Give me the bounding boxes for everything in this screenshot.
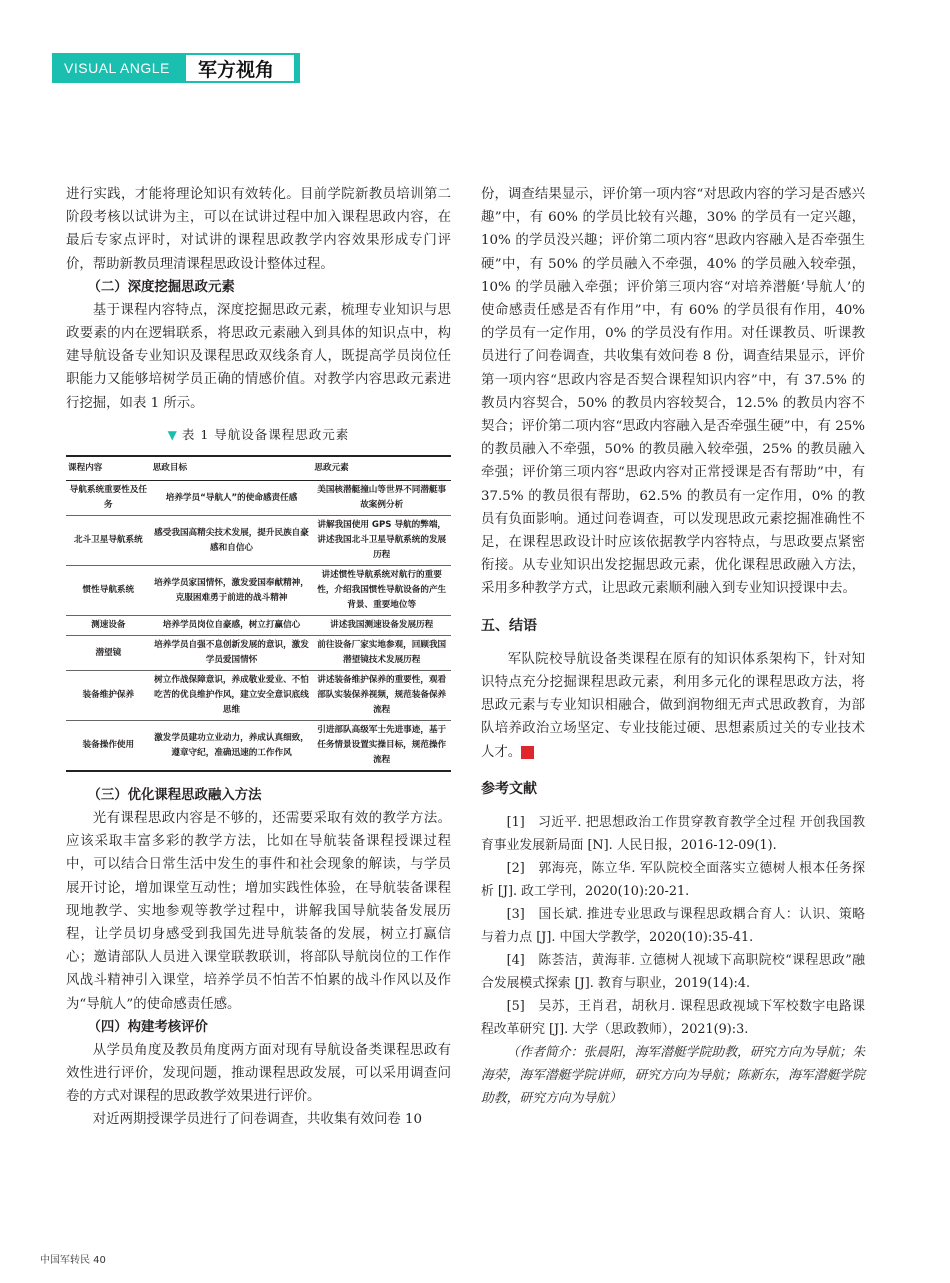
table-row: [66, 636, 451, 671]
reference-item: [1] 习近平. 把思想政治工作贯穿教育教学全过程 开创我国教育事业发展新局面 [N]. 人民日报，2016-12-09(1).: [481, 815, 865, 854]
end-mark-icon: Z: [521, 746, 534, 759]
paragraph: 从学员角度及教员角度两方面对现有导航设备类课程思政有效性进行评价，发现问题，推动课程思政发展，可以采用调查问卷的方式对课程的思政教学效果进行评价。: [66, 1042, 451, 1105]
table-row: [66, 721, 451, 772]
table-cell: 讲解我国使用 GPS 导航的弊端，讲述我国北斗卫星导航系统的发展历程: [312, 516, 451, 566]
triangle-icon: ▼: [167, 427, 178, 442]
table-cell: 引进部队高级军士先进事迹，基于任务情景设置实操目标，规范操作流程: [312, 721, 451, 772]
references-heading: 参考文献: [481, 780, 537, 797]
table-header: 思政目标: [151, 456, 313, 481]
table-caption: [66, 423, 451, 447]
table-row: [66, 616, 451, 636]
elements-table: [66, 455, 451, 772]
section-heading: 五、结语: [481, 617, 537, 634]
reference-item: [4] 陈荟洁，黄海菲. 立德树人视域下高职院校“课程思政”融合发展模式探索 [J]. 教育与职业，2019(14):4.: [481, 953, 865, 992]
header-accent-bar: [294, 53, 300, 83]
paragraph: 进行实践，才能将理论知识有效转化。目前学院新教员培训第二阶段考核以试讲为主，可以在试讲过程中加入课程思政内容，在最后专家点评时，对试讲的课程思政教学内容效果形成专门评价，帮助新教员理清课程思政设计整体过程。: [66, 187, 451, 272]
table-cell: 装备操作使用: [66, 721, 151, 772]
table-row: [66, 566, 451, 616]
table-cell: 美国核潜艇撞山等世界不同潜艇事故案例分析: [312, 481, 451, 516]
table-cell: 讲述惯性导航系统对航行的重要性，介绍我国惯性导航设备的产生背景、重要地位等: [312, 566, 451, 616]
table-cell: 测速设备: [66, 616, 151, 636]
paragraph: [481, 648, 865, 764]
table-cell: 前往设备厂家实地参观，回顾我国潜望镜技术发展历程: [312, 636, 451, 671]
table-caption-text: 表 1 导航设备课程思政元素: [181, 426, 350, 442]
section-title: 军方视角: [186, 53, 294, 83]
section-header: [52, 53, 300, 83]
right-column: [481, 183, 865, 1110]
table-cell: 潜望镜: [66, 636, 151, 671]
paragraph: 对近两期授课学员进行了问卷调查，共收集有效问卷 10: [92, 1112, 423, 1128]
table-cell: 培养学员家国情怀，激发爱国奉献精神，克服困难勇于前进的战斗精神: [151, 566, 313, 616]
table-cell: 讲述装备维护保养的重要性，观看部队实装保养视频，规范装备保养流程: [312, 671, 451, 721]
table-row: [66, 481, 451, 516]
table-cell: 激发学员建功立业动力，养成认真细致，遵章守纪，准确迅速的工作作风: [151, 721, 313, 772]
section-tag: VISUAL ANGLE: [52, 53, 186, 83]
subheading: （四）构建考核评价: [87, 1019, 208, 1035]
reference-item: [5] 吴苏，王肖君，胡秋月. 课程思政视域下军校数字电路课程改革研究 [J]. 大学（思政教师），2021(9):3.: [481, 999, 865, 1038]
table-cell: 培养学员“导航人”的使命感责任感: [151, 481, 313, 516]
table-row: [66, 671, 451, 721]
table-cell: 树立作战保障意识，养成敬业爱业、不怕吃苦的优良维护作风，建立安全意识底线思维: [151, 671, 313, 721]
reference-item: [2] 郭海亮，陈立华. 军队院校全面落实立德树人根本任务探析 [J]. 政工学刊，2020(10):20-21.: [481, 861, 865, 900]
table-cell: 培养学员自强不息创新发展的意识，激发学员爱国情怀: [151, 636, 313, 671]
table-header: 思政元素: [312, 456, 451, 481]
paragraph-text: 军队院校导航设备类课程在原有的知识体系架构下，针对知识特点充分挖掘课程思政元素，利用多元化的课程思政方法，将思政元素与专业知识相融合，做到润物细无声式思政教育，为部队培养政治立场坚定、专业技能过硬、思想素质过关的专业技术人才。: [481, 651, 865, 760]
table-cell: 惯性导航系统: [66, 566, 151, 616]
table-cell: 讲述我国测速设备发展历程: [312, 616, 451, 636]
table-cell: 装备维护保养: [66, 671, 151, 721]
table-row: [66, 516, 451, 566]
subheading: （三）优化课程思政融入方法: [87, 788, 262, 804]
table-cell: 导航系统重要性及任务: [66, 481, 151, 516]
paragraph: 光有课程思政内容是不够的，还需要采取有效的教学方法。应该采取丰富多彩的教学方法，比如在导航装备课程授课过程中，可以结合日常生活中发生的事件和社会现象的解读，与学员展开讨论，增加课堂互动性；增加实践性体验，在导航装备课程现地教学、实地参观等教学过程中，讲解我国导航装备发展历程，让学员切身感受到我国先进导航装备的发展，树立打赢信心；邀请部队人员进入课堂联教联训，将部队导航岗位的工作作风战斗精神引入课堂，培养学员不怕苦不怕累的战斗作风以及作为“导航人”的使命感责任感。: [66, 811, 451, 1012]
author-bio: （作者简介：张晨阳，海军潜艇学院助教，研究方向为导航；朱海荣，海军潜艇学院讲师，研究方向为导航；陈新东，海军潜艇学院助教，研究方向为导航）: [481, 1045, 865, 1107]
table-cell: 感受我国高精尖技术发展，提升民族自豪感和自信心: [151, 516, 313, 566]
paragraph: 基于课程内容特点，深度挖掘思政元素，梳理专业知识与思政要素的内在逻辑联系，将思政元素融入到具体的知识点中，构建导航设备专业知识及课程思政双线条育人，既提高学员岗位任职能力又能够培树学员正确的情感价值。对教学内容思政元素进行挖掘，如表 1 所示。: [66, 302, 451, 411]
page-footer: 中国军转民 40: [40, 1255, 106, 1266]
paragraph: 份，调查结果显示，评价第一项内容“对思政内容的学习是否感兴趣”中，有 60% 的学员比较有兴趣，30% 的学员有一定兴趣，10% 的学员没兴趣；评价第二项内容“思政内容融入是否牵强生硬”中，有 50% 的学员融入不牵强，40% 的学员融入较牵强，10% 的学员融入牵强；评价第三项内容“对培养潜艇‘导航人’的使命感责任感是否有作用”中，有 60% 的学员很有作用，40% 的学员有一定作用，0% 的学员没有作用。对任课教员、听课教员进行了问卷调查，共收集有效问卷 8 份，调查结果显示，评价第一项内容“思政内容是否契合课程知识内容”中，有 37.5% 的教员内容契合，50% 的教员内容较契合，12.5% 的教员内容不契合；评价第二项内容“思政内容融入是否牵强生硬”中，有 25% 的教员融入不牵强，50% 的教员融入较牵强，25% 的教员融入牵强；评价第三项内容“思政内容对正常授课是否有帮助”中，有 37.5% 的教员很有帮助，62.5% 的教员有一定作用，0% 的教员有负面影响。通过问卷调查，可以发现思政元素挖掘准确性不足，在课程思政设计时应该依据教学内容特点，与思政要点紧密衔接。从专业知识出发挖掘思政元素，优化课程思政融入方法，采用多种教学方式，让思政元素顺利融入到专业知识授课中去。: [481, 187, 865, 597]
reference-item: [3] 国长斌. 推进专业思政与课程思政耦合育人：认识、策略与着力点 [J]. 中国大学教学，2020(10):35-41.: [481, 907, 865, 946]
table-header: 课程内容: [66, 456, 151, 481]
table-cell: 北斗卫星导航系统: [66, 516, 151, 566]
left-column: [66, 183, 451, 1132]
subheading: （二）深度挖掘思政元素: [87, 279, 235, 295]
table-cell: 培养学员岗位自豪感，树立打赢信心: [151, 616, 313, 636]
